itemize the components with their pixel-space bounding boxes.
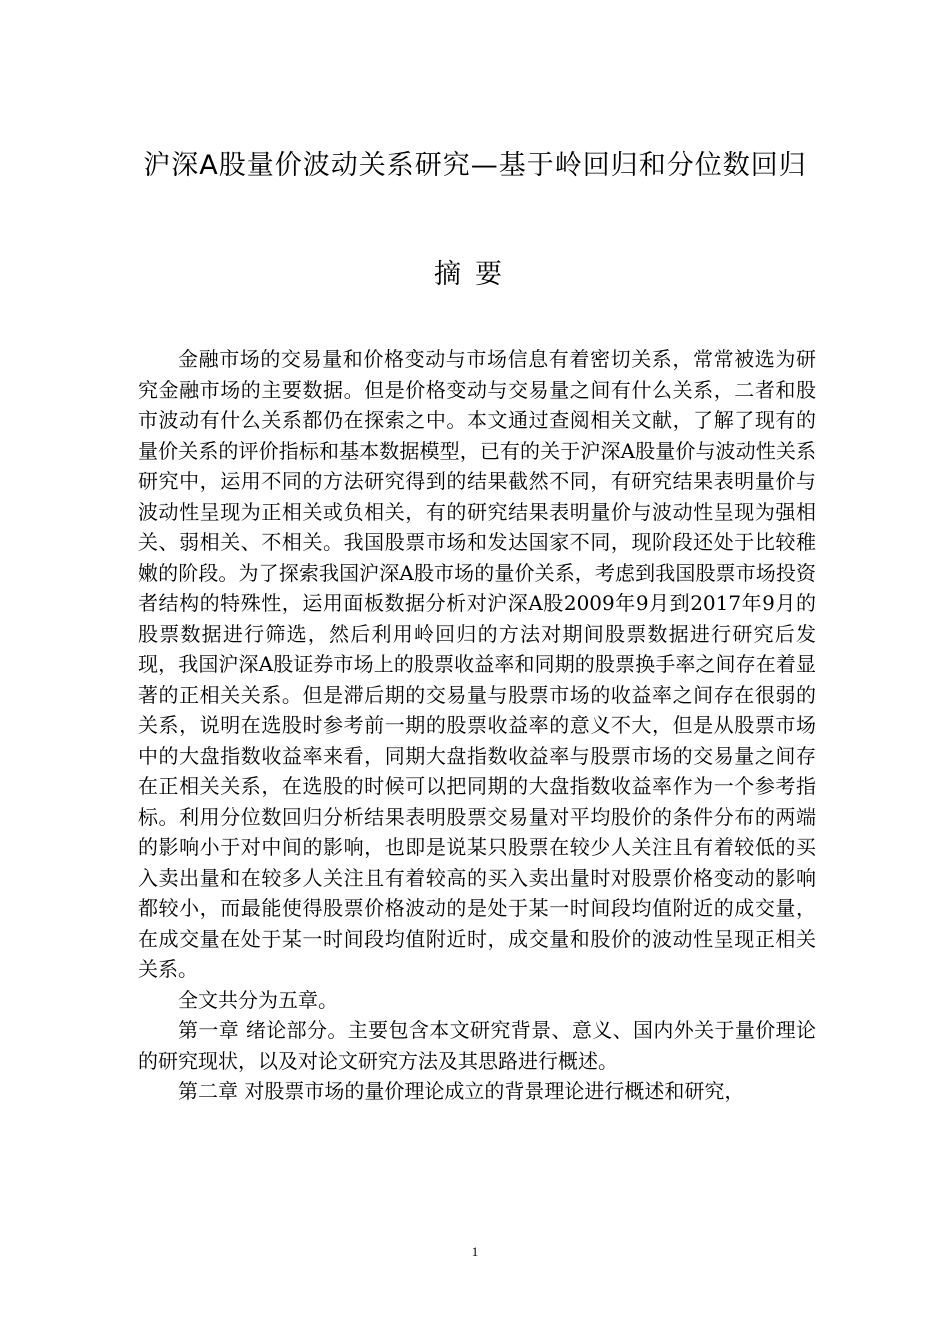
page-number: 1	[471, 1244, 479, 1259]
document-title: 沪深A股量价波动关系研究—基于岭回归和分位数回归	[143, 150, 807, 181]
abstract-body	[138, 344, 816, 1107]
abstract-paragraph: 金融市场的交易量和价格变动与市场信息有着密切关系，常常被选为研究金融市场的主要数据。但是价格变动与交易量之间有什么关系，二者和股市波动有什么关系都仍在探索之中。本文通过查阅相关文献，了解了现有的量价关系的评价指标和基本数据模型，已有的关于沪深A股量价与波动性关系研究中，运用不同的方法研究得到的结果截然不同，有研究结果表明量价与波动性呈现为正相关或负相关，有的研究结果表明量价与波动性呈现为强相关、弱相关、不相关。我国股票市场和发达国家不同，现阶段还处于比较稚嫩的阶段。为了探索我国沪深A股市场的量价关系，考虑到我国股票市场投资者结构的特殊性，运用面板数据分析对沪深A股2009年9月到2017年9月的股票数据进行筛选，然后利用岭回归的方法对期间股票数据进行研究后发现，我国沪深A股证券市场上的股票收益率和同期的股票换手率之间存在着显著的正相关关系。但是滞后期的交易量与股票市场的收益率之间存在很弱的关系，说明在选股时参考前一期的股票收益率的意义不大，但是从股票市场中的大盘指数收益率来看，同期大盘指数收益率与股票市场的交易量之间存在正相关关系，在选股的时候可以把同期的大盘指数收益率作为一个参考指标。利用分位数回归分析结果表明股票交易量对平均股价的条件分布的两端的影响小于对中间的影响，也即是说某只股票在较少人关注且有着较低的买入卖出量和在较多人关注且有着较高的买入卖出量时对股票价格变动的影响都较小，而最能使得股票价格波动的是处于某一时间段均值附近的成交量，在成交量在处于某一时间段均值附近时，成交量和股价的波动性呈现正相关关系。	[138, 347, 816, 981]
abstract-paragraph: 第一章 绪论部分。主要包含本文研究背景、意义、国内外关于量价理论的研究现状，以及对论文研究方法及其思路进行概述。	[138, 1018, 816, 1073]
abstract-paragraph: 第二章 对股票市场的量价理论成立的背景理论进行概述和研究，	[178, 1079, 745, 1103]
abstract-heading: 摘要	[434, 259, 516, 290]
abstract-paragraph: 全文共分为五章。	[178, 987, 338, 1012]
